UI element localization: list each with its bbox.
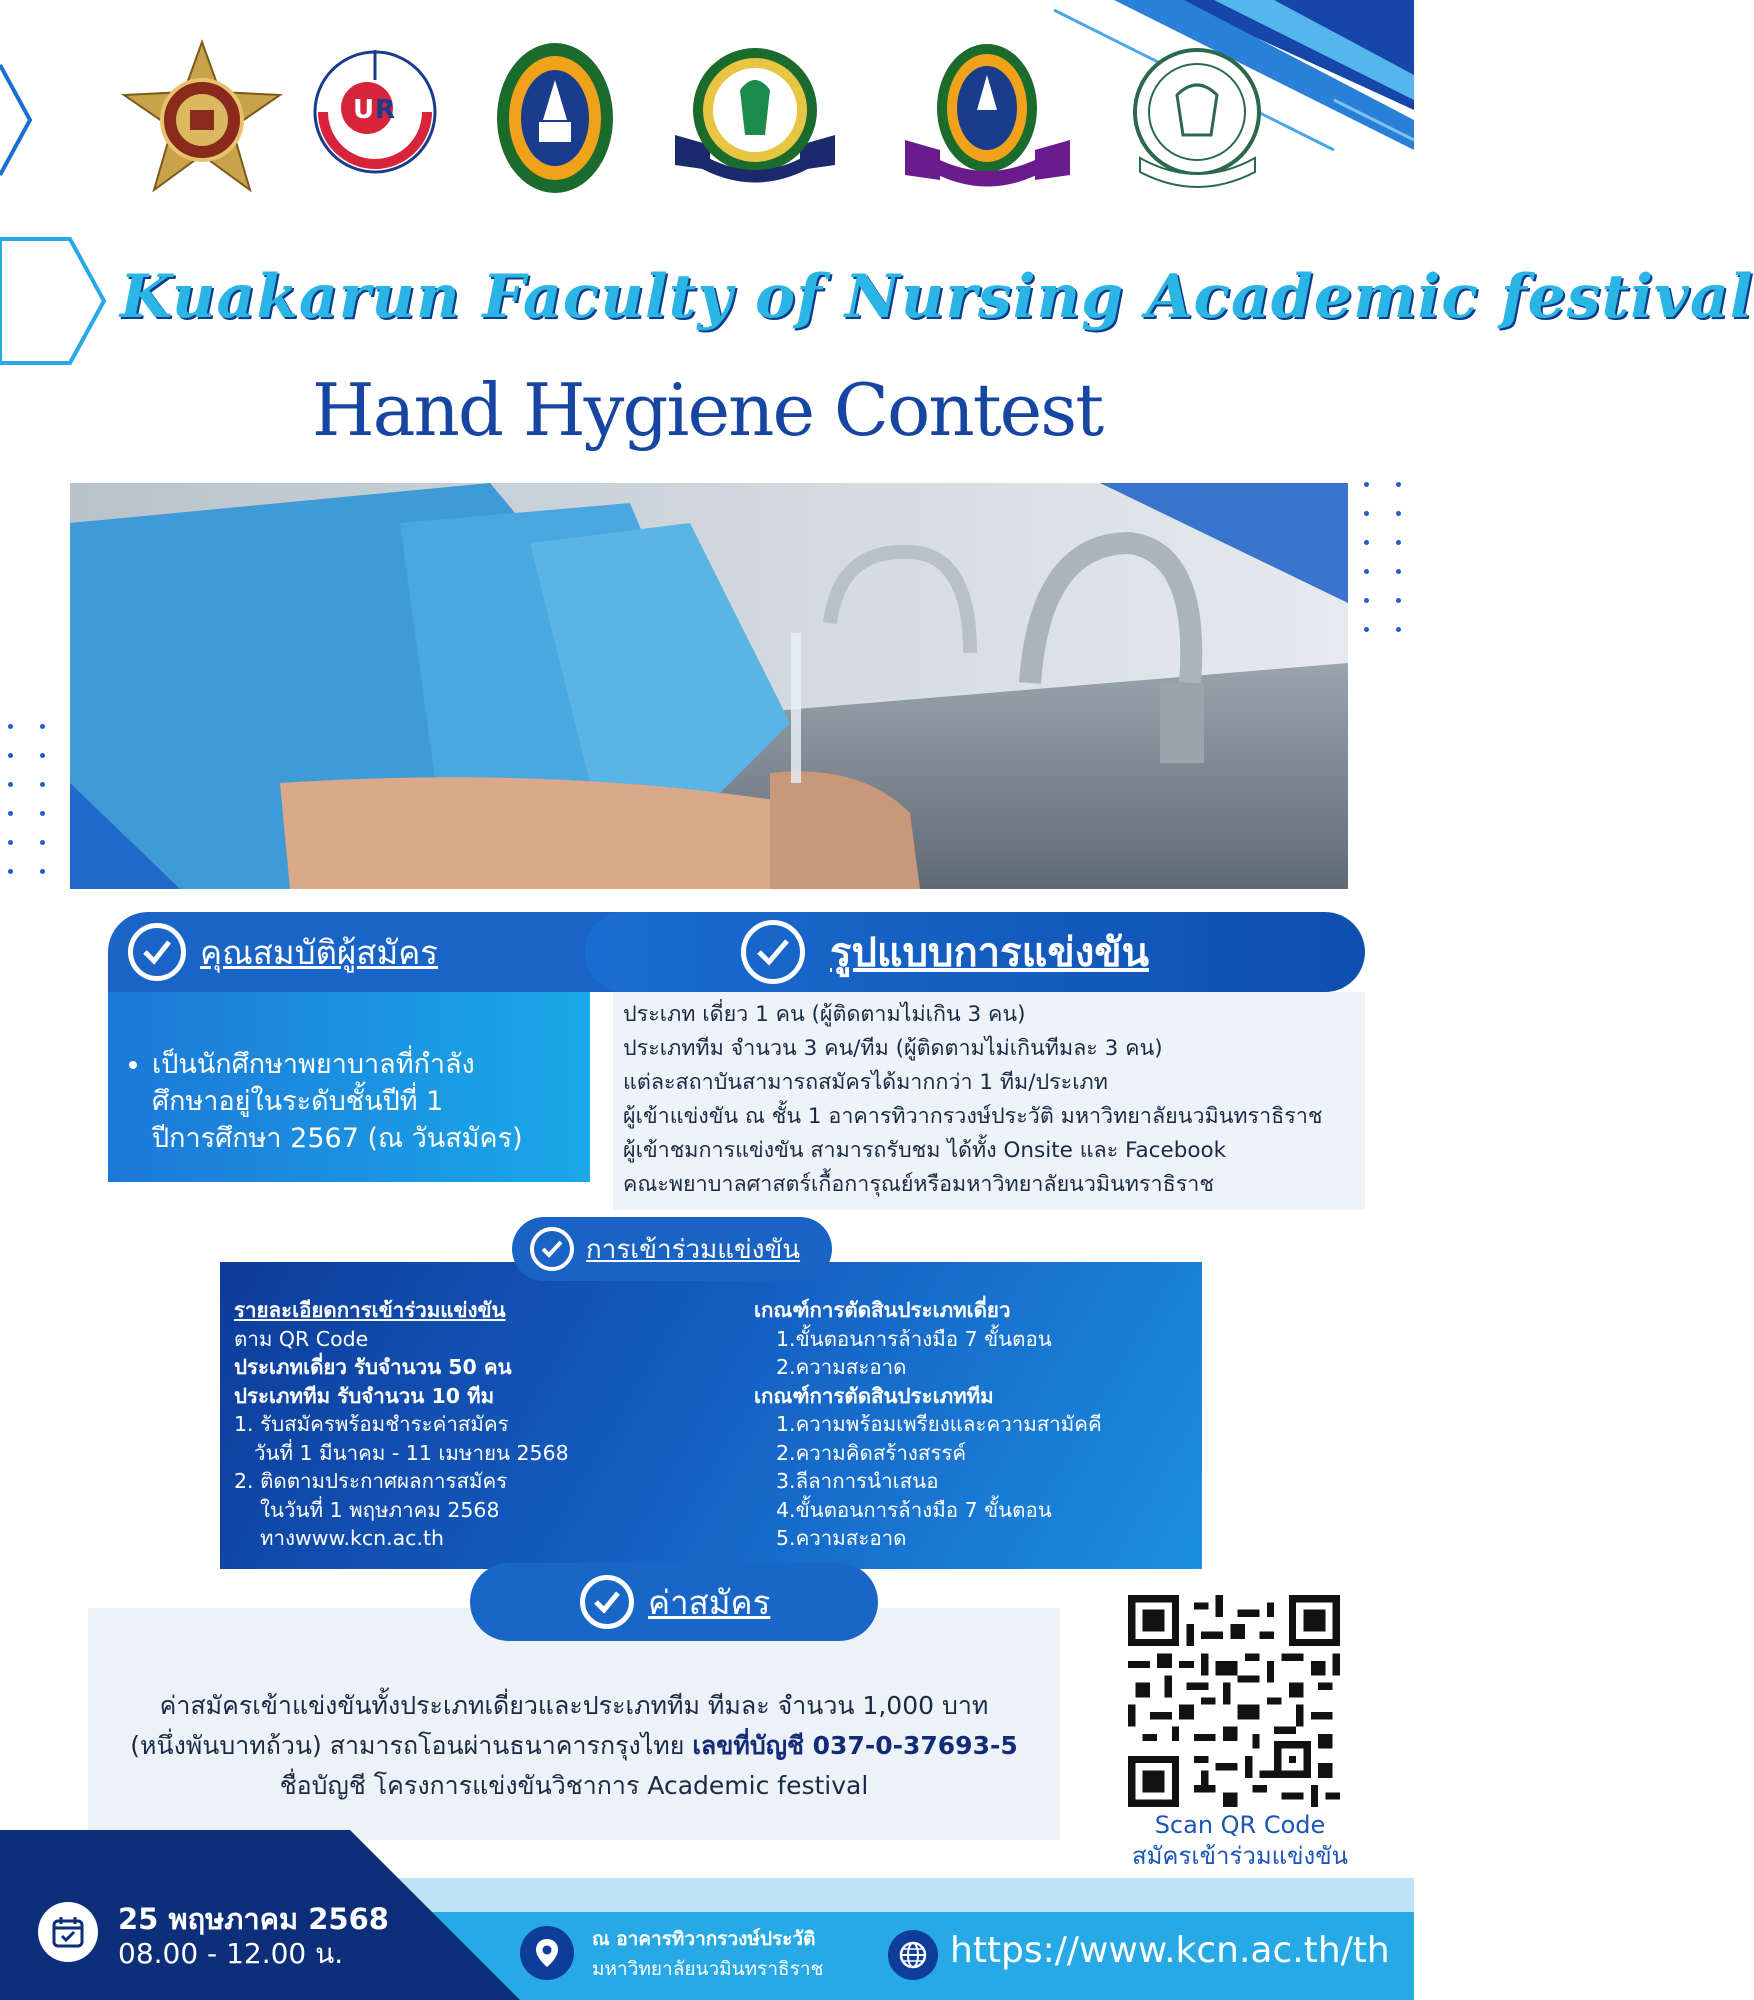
participation-details (234, 1296, 734, 1553)
fee-panel (88, 1608, 1060, 1840)
criteria-item: 4.ขั้นตอนการล้างมือ 7 ขั้นตอน (776, 1497, 1052, 1522)
qr-caption-line: Scan QR Code (1154, 1811, 1326, 1839)
qualification-line: ศึกษาอยู่ในระดับชั้นปีที่ 1 (152, 1086, 444, 1117)
format-line: ผู้เข้าแข่งขัน ณ ชั้น 1 อาคารทิวากรวงษ์ประวัติ มหาวิทยาลัยนวมินทราธิราช (623, 1104, 1323, 1129)
footer-bar (0, 1830, 1414, 2000)
format-line: แต่ละสถาบันสามารถสมัครได้มากกว่า 1 ทีม/ประเภท (623, 1070, 1108, 1095)
criteria-item: 3.ลีลาการนำเสนอ (776, 1469, 939, 1493)
announcement-step: 2. ติดตามประกาศผลการสมัคร (234, 1469, 508, 1493)
format-line: ประเภททีม จำนวน 3 คน/ทีม (ผู้ติดตามไม่เกินทีมละ 3 คน) (623, 1036, 1163, 1061)
criteria-item: 1.ขั้นตอนการล้างมือ 7 ขั้นตอน (776, 1326, 1052, 1351)
single-criteria-heading: เกณฑ์การตัดสินประเภทเดี่ยว (754, 1298, 1011, 1322)
team-quota: ประเภททีม รับจำนวน 10 ทีม (234, 1383, 495, 1408)
dot-grid-right (1364, 482, 1400, 632)
registration-dates: วันที่ 1 มีนาคม - 11 เมษายน 2568 (254, 1440, 569, 1465)
fee-line: ค่าสมัครเข้าแข่งขันทั้งประเภทเดี่ยวและประเภททีม ทีมละ จำนวน 1,000 บาท (159, 1691, 989, 1720)
event-venue (592, 1924, 823, 1984)
criteria-item: 2.ความคิดสร้างสรรค์ (776, 1440, 967, 1465)
contest-title: Hand Hygiene Contest (311, 368, 1103, 452)
criteria-item: 2.ความสะอาด (776, 1355, 907, 1379)
format-line: คณะพยาบาลศาสตร์เกื้อการุณย์หรือมหาวิทยาลัยนวมินทราธิราช (623, 1172, 1214, 1197)
nursing-allied-health-logo (900, 40, 1075, 195)
fee-header (470, 1563, 878, 1641)
fee-line: (หนึ่งพันบาทถ้วน) สามารถโอนผ่านธนาคารกรุงไทย เลขที่บัญชี 037-0-37693-5 (130, 1731, 1018, 1760)
left-chevron-decoration (0, 55, 40, 185)
venue-university: มหาวิทยาลัยนวมินทราธิราช (592, 1958, 824, 1980)
qualifications-title: คุณสมบัติผู้สมัคร (200, 932, 438, 972)
qualification-line: • เป็นนักศึกษาพยาบาลที่กำลัง (152, 1046, 570, 1083)
nursing-council-star-logo (120, 40, 285, 200)
event-time: 08.00 - 12.00 น. (118, 1937, 344, 1970)
left-hexagon-decoration (0, 235, 110, 370)
criteria-item: 1.ความพร้อมเพรียงและความสามัคคี (776, 1412, 1102, 1436)
judging-criteria (754, 1296, 1194, 1553)
qualification-line: ปีการศึกษา 2567 (ณ วันสมัคร) (152, 1123, 523, 1154)
participation-title: การเข้าร่วมแข่งขัน (586, 1234, 801, 1265)
upright-foundation-logo (305, 40, 445, 190)
check-circle-icon (128, 923, 186, 981)
nakhon-pathom-rajabhat-logo (495, 40, 615, 195)
event-date: 25 พฤษภาคม 2568 (118, 1902, 389, 1936)
competition-format-header (585, 912, 1365, 992)
registration-qr-code[interactable] (1128, 1595, 1340, 1807)
qualifications-panel (108, 992, 590, 1182)
svg-text:R: R (375, 95, 396, 125)
event-date-time (118, 1902, 389, 1971)
check-circle-icon (580, 1575, 634, 1629)
globe-icon (888, 1930, 938, 1980)
competition-format-panel (613, 992, 1365, 1210)
single-quota: ประเภทเดี่ยว รับจำนวน 50 คน (234, 1355, 512, 1379)
svg-text:U: U (353, 95, 375, 125)
calendar-icon (38, 1902, 98, 1962)
faculty-of-nursing-seal-logo (1115, 40, 1280, 200)
criteria-item: 5.ความสะอาด (776, 1526, 907, 1550)
team-criteria-heading: เกณฑ์การตัดสินประเภททีม (754, 1383, 994, 1408)
venue-building: ณ อาคารทิวากรวงษ์ประวัติ (592, 1928, 816, 1950)
format-line: ผู้เข้าชมการแข่งขัน สามารถรับชม ได้ทั้ง Onsite และ Facebook (623, 1138, 1227, 1163)
partner-logos (115, 40, 1285, 205)
nursing-faculty-green-logo (670, 40, 840, 190)
handwashing-photo (70, 483, 1348, 889)
location-pin-icon (520, 1926, 574, 1980)
check-circle-icon (530, 1227, 574, 1271)
qr-caption-line: สมัครเข้าร่วมแข่งขัน (1131, 1842, 1349, 1870)
fee-title: ค่าสมัคร (648, 1582, 771, 1622)
event-script-title: Kuakarun Faculty of Nursing Academic festival (120, 262, 1754, 332)
competition-format-title: รูปแบบการแข่งขัน (830, 930, 1149, 976)
participation-header (512, 1217, 832, 1281)
qr-instruction: ตาม QR Code (234, 1326, 369, 1351)
format-line: ประเภท เดี่ยว 1 คน (ผู้ติดตามไม่เกิน 3 คน) (623, 1002, 1026, 1027)
dot-grid-left (8, 724, 44, 874)
registration-step: 1. รับสมัครพร้อมชำระค่าสมัคร (234, 1412, 509, 1436)
bank-account-number: เลขที่บัญชี 037-0-37693-5 (692, 1731, 1018, 1760)
website-link[interactable]: https://www.kcn.ac.th/th (950, 1930, 1390, 1971)
participation-panel (220, 1262, 1202, 1569)
fee-line: ชื่อบัญชี โครงการแข่งขันวิชาการ Academic festival (279, 1771, 869, 1800)
announcement-date: ในวันที่ 1 พฤษภาคม 2568 (260, 1497, 500, 1522)
details-heading: รายละเอียดการเข้าร่วมแข่งขัน (234, 1298, 506, 1322)
announcement-website: ทางwww.kcn.ac.th (260, 1526, 444, 1550)
check-circle-icon (741, 920, 805, 984)
